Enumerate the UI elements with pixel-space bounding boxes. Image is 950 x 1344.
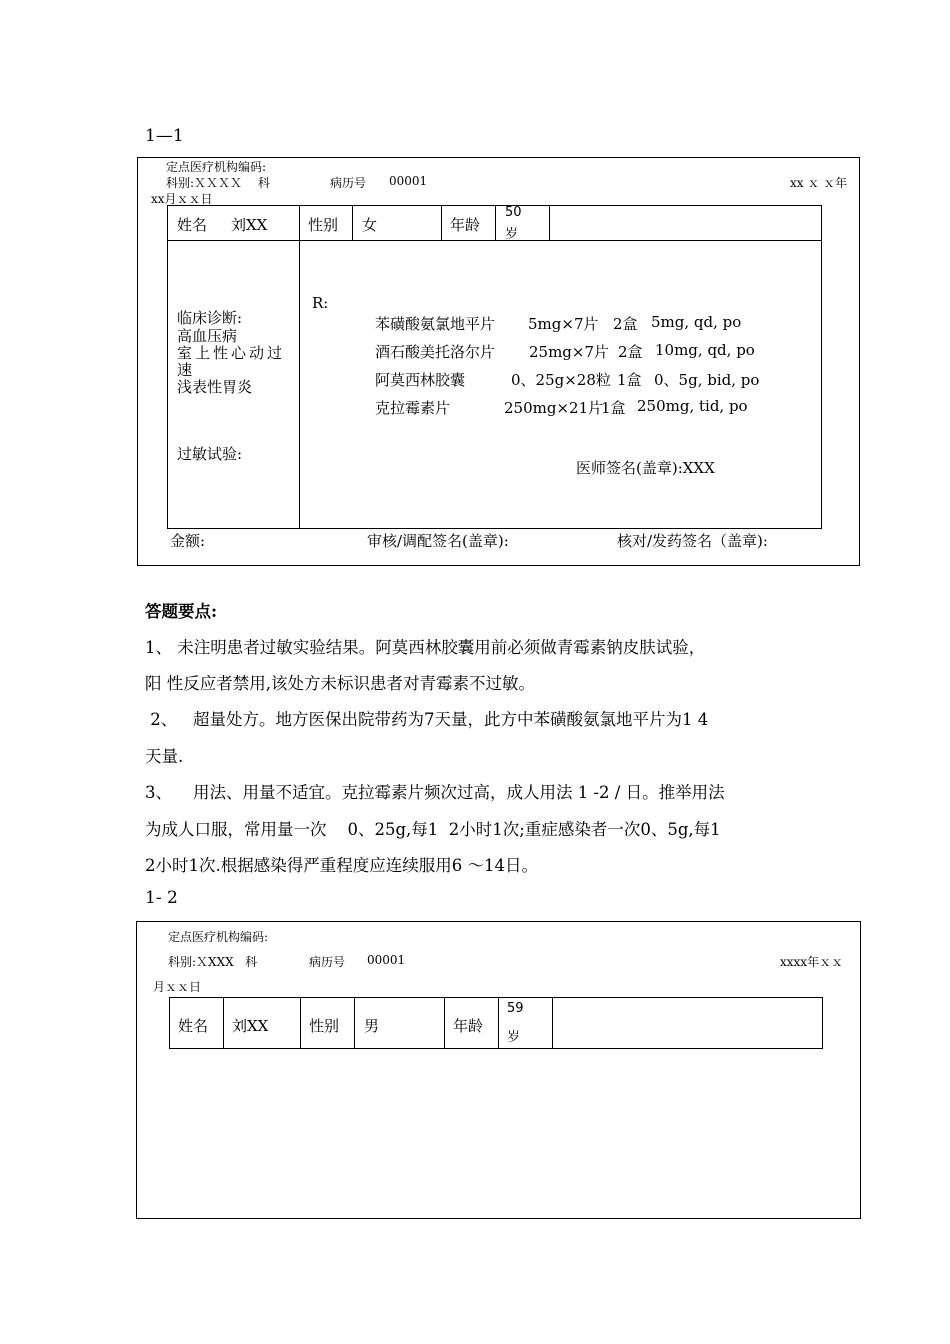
record-number: 00001	[389, 174, 428, 188]
diagnosis-label: 临床诊断:	[177, 309, 243, 327]
drug-usage: 0、5g, bid, po	[654, 371, 760, 389]
patient-age-number: 50	[505, 205, 522, 220]
sex-label: 性别	[308, 216, 339, 234]
diagnosis-item: 高血压病	[177, 327, 238, 345]
drug-qty: 1盒	[617, 371, 642, 389]
drug-qty: 2盒	[613, 315, 638, 333]
drug-name: 酒石酸美托洛尔片	[375, 343, 496, 361]
org-code-label: 定点医疗机构编码:	[166, 160, 267, 174]
name-label: 姓名	[177, 216, 208, 234]
section-label-1-1: 1—1	[145, 126, 184, 146]
age-label: 年龄	[450, 216, 481, 234]
allergy-test-label: 过敏试验:	[177, 445, 243, 463]
record-number: 00001	[367, 953, 406, 967]
diagnosis-item: 浅表性胃炎	[177, 378, 253, 396]
record-label: 病历号	[330, 176, 367, 190]
drug-qty: 1盒	[601, 399, 626, 417]
date-month-day: xx月ｘｘ日	[151, 192, 213, 206]
drug-spec: 250mg×21片	[504, 399, 604, 417]
age-label: 年龄	[453, 1017, 484, 1035]
date-year: xx ｘ ｘ年	[790, 176, 848, 190]
diagnosis-item: 室上性心动过	[177, 344, 286, 362]
org-code-label: 定点医疗机构编码:	[168, 930, 269, 944]
drug-qty: 2盒	[618, 343, 643, 361]
answer-line: 1、 未注明患者过敏实验结果。阿莫西林胶囊用前必须做青霉素钠皮肤试验，	[145, 638, 706, 657]
patient-name: 刘XX	[232, 1017, 269, 1035]
answer-line: 天量.	[145, 747, 184, 766]
drug-spec: 0、25g×28粒	[511, 371, 611, 389]
drug-usage: 250mg, tid, po	[637, 397, 748, 415]
patient-age-unit: 岁	[505, 227, 519, 242]
date-year: xxxx年ｘｘ	[780, 955, 844, 969]
patient-name: 刘XX	[231, 216, 268, 234]
amount-label: 金额:	[170, 532, 206, 550]
answer-line: 3、 用法、用量不适宜。克拉霉素片频次过高，成人用法 1 -2 / 日。推举用法	[145, 783, 725, 802]
department: 科别:ＸXXX 科	[168, 955, 258, 969]
date-month-day: 月ｘｘ日	[153, 980, 202, 994]
review-signature-label: 审核/调配签名(盖章):	[367, 532, 509, 550]
drug-usage: 5mg, qd, po	[651, 313, 742, 331]
drug-spec: 25mg×7片	[529, 343, 610, 361]
drug-name: 阿莫西林胶囊	[375, 371, 466, 389]
department: 科别:ＸＸＸＸ 科	[166, 176, 270, 190]
answer-line: 2、 超量处方。地方医保出院带药为7天量，此方中苯磺酸氨氯地平片为1 4	[145, 710, 709, 729]
patient-sex: 女	[362, 216, 378, 234]
answer-line: 2小时1次.根据感染得严重程度应连续服用6 ～14日。	[145, 856, 538, 875]
diagnosis-item: 速	[177, 361, 193, 379]
drug-name: 苯磺酸氨氯地平片	[375, 315, 496, 333]
patient-age-number: 59	[507, 1001, 524, 1016]
answer-line: 阳 性反应者禁用,该处方未标识患者对青霉素不过敏。	[145, 674, 535, 693]
drug-usage: 10mg, qd, po	[655, 341, 755, 359]
drug-spec: 5mg×7片	[528, 315, 599, 333]
record-label: 病历号	[309, 955, 346, 969]
drug-name: 克拉霉素片	[375, 399, 451, 417]
physician-signature: 医师签名(盖章):XXX	[576, 459, 715, 477]
section-label-1-2: 1- 2	[145, 888, 178, 908]
patient-age-unit: 岁	[507, 1030, 521, 1045]
answer-title: 答题要点:	[145, 602, 218, 621]
name-label: 姓名	[178, 1017, 209, 1035]
rx-symbol: R:	[312, 294, 329, 312]
check-signature-label: 核对/发药签名（盖章):	[617, 532, 768, 550]
patient-sex: 男	[364, 1017, 380, 1035]
sex-label: 性别	[309, 1017, 340, 1035]
answer-line: 为成人口服，常用量一次 0、25g,每1 2小时1次;重症感染者一次0、5g,每1	[145, 820, 721, 839]
